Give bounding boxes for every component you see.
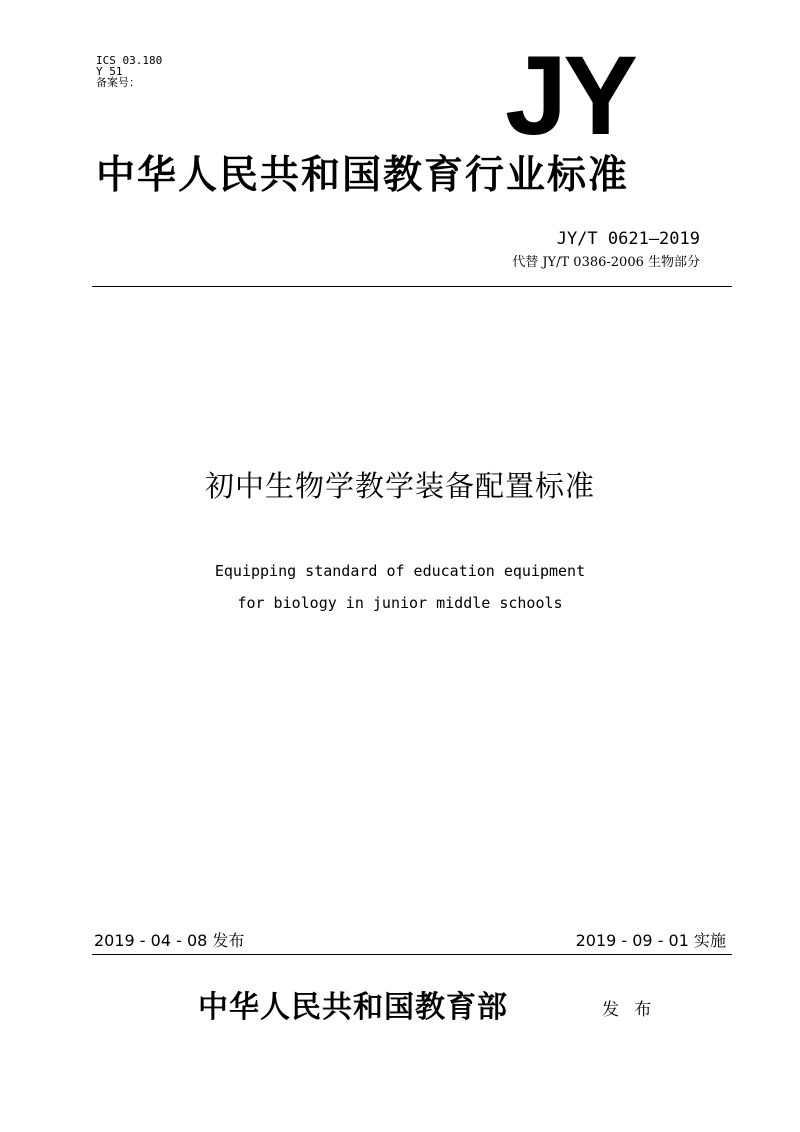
jy-standard-mark: JY [505,33,634,158]
header-divider [92,286,732,287]
replaces-note: 代替 JY/T 0386-2006 生物部分 [512,255,700,270]
standard-number: JY/T 0621—2019 [556,229,700,249]
ccs-code: Y 51 [96,65,123,78]
document-title-en-line1: Equipping standard of education equipment [214,562,586,580]
footer-divider [92,954,732,955]
issued-label: 发 布 [602,1000,657,1020]
issuing-authority: 中华人民共和国教育部 [198,990,508,1025]
document-title-en-line2: for biology in junior middle schools [237,594,563,612]
publish-date: 2019 - 04 - 08 发布 [94,931,245,950]
ics-code: ICS 03.180 [96,54,163,67]
filing-number-label: 备案号： [96,76,140,89]
document-title-zh: 初中生物学教学装备配置标准 [204,469,595,503]
implement-date: 2019 - 09 - 01 实施 [575,931,726,950]
industry-standard-heading: 中华人民共和国教育行业标准 [96,153,630,198]
